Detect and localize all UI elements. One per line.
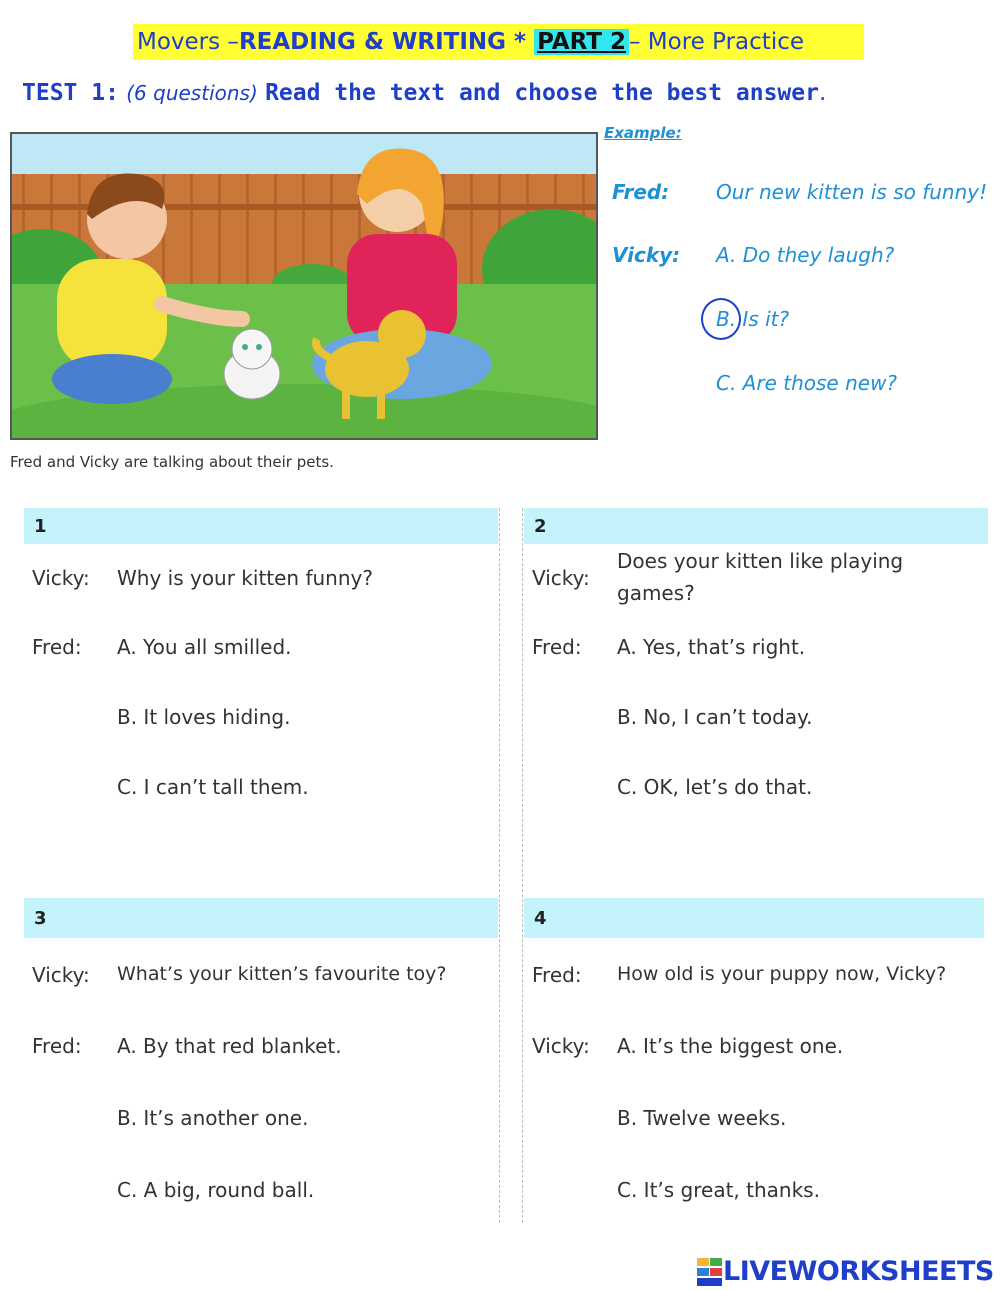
q1-option-c[interactable]: C. I can’t tall them. xyxy=(117,775,309,799)
question-4-header xyxy=(524,898,984,938)
liveworksheets-logo-icon xyxy=(697,1258,723,1286)
title-part: PART 2 xyxy=(534,29,629,55)
question-4-number: 4 xyxy=(534,907,547,929)
example-option-b: B. Is it? xyxy=(716,307,790,331)
q2-speaker-fred: Fred: xyxy=(532,635,582,659)
column-divider-right xyxy=(522,508,523,1223)
example-speaker-fred: Fred: xyxy=(612,180,670,204)
q3-option-c[interactable]: C. A big, round ball. xyxy=(117,1178,315,1202)
question-2-header xyxy=(524,508,988,544)
question-3-number: 3 xyxy=(34,907,47,929)
question-1-number: 1 xyxy=(34,515,47,537)
garden-scene-image xyxy=(12,134,596,438)
q3-prompt: What’s your kitten’s favourite toy? xyxy=(117,963,447,985)
test-label: TEST 1: xyxy=(22,80,119,106)
q4-speaker-vicky: Vicky: xyxy=(532,1034,590,1058)
q2-prompt-line1: Does your kitten like playing xyxy=(617,549,904,573)
example-speaker-vicky: Vicky: xyxy=(612,243,681,267)
q3-option-a[interactable]: A. By that red blanket. xyxy=(117,1034,342,1058)
example-option-a: A. Do they laugh? xyxy=(716,243,895,267)
q1-prompt: Why is your kitten funny? xyxy=(117,566,373,590)
title-reading-writing: READING & WRITING * xyxy=(238,29,527,55)
example-label: Example: xyxy=(604,124,682,142)
title-more-practice: – More Practice xyxy=(629,29,805,55)
q2-option-c[interactable]: C. OK, let’s do that. xyxy=(617,775,813,799)
example-option-c: C. Are those new? xyxy=(716,371,898,395)
pets-illustration xyxy=(10,132,598,440)
test-instructions xyxy=(22,80,826,106)
question-1-header xyxy=(24,508,498,544)
q2-option-a[interactable]: A. Yes, that’s right. xyxy=(617,635,806,659)
column-divider-left xyxy=(499,508,500,1223)
q1-speaker-vicky: Vicky: xyxy=(32,566,90,590)
q4-option-b[interactable]: B. Twelve weeks. xyxy=(617,1106,787,1130)
q3-speaker-vicky: Vicky: xyxy=(32,963,90,987)
question-3-header xyxy=(24,898,498,938)
title-movers: Movers – xyxy=(137,29,239,55)
instruction-period: . xyxy=(818,80,827,106)
question-count: (6 questions) xyxy=(126,81,258,105)
answer-circle-icon xyxy=(701,298,741,340)
q3-speaker-fred: Fred: xyxy=(32,1034,82,1058)
q1-option-a[interactable]: A. You all smilled. xyxy=(117,635,292,659)
q2-speaker-vicky: Vicky: xyxy=(532,566,590,590)
liveworksheets-logo xyxy=(697,1256,994,1287)
question-2-number: 2 xyxy=(534,515,547,537)
q4-option-c[interactable]: C. It’s great, thanks. xyxy=(617,1178,820,1202)
instruction-text: Read the text and choose the best answer xyxy=(265,80,819,106)
q4-prompt: How old is your puppy now, Vicky? xyxy=(617,963,947,985)
image-caption: Fred and Vicky are talking about their pets. xyxy=(10,453,334,471)
q4-speaker-fred: Fred: xyxy=(532,963,582,987)
q2-option-b[interactable]: B. No, I can’t today. xyxy=(617,705,813,729)
worksheet-title xyxy=(133,24,864,60)
q1-speaker-fred: Fred: xyxy=(32,635,82,659)
example-line: Our new kitten is so funny! xyxy=(716,180,988,204)
q2-prompt-line2: games? xyxy=(617,581,695,605)
q4-option-a[interactable]: A. It’s the biggest one. xyxy=(617,1034,844,1058)
q1-option-b[interactable]: B. It loves hiding. xyxy=(117,705,291,729)
logo-text: LIVEWORKSHEETS xyxy=(723,1256,994,1287)
q3-option-b[interactable]: B. It’s another one. xyxy=(117,1106,309,1130)
